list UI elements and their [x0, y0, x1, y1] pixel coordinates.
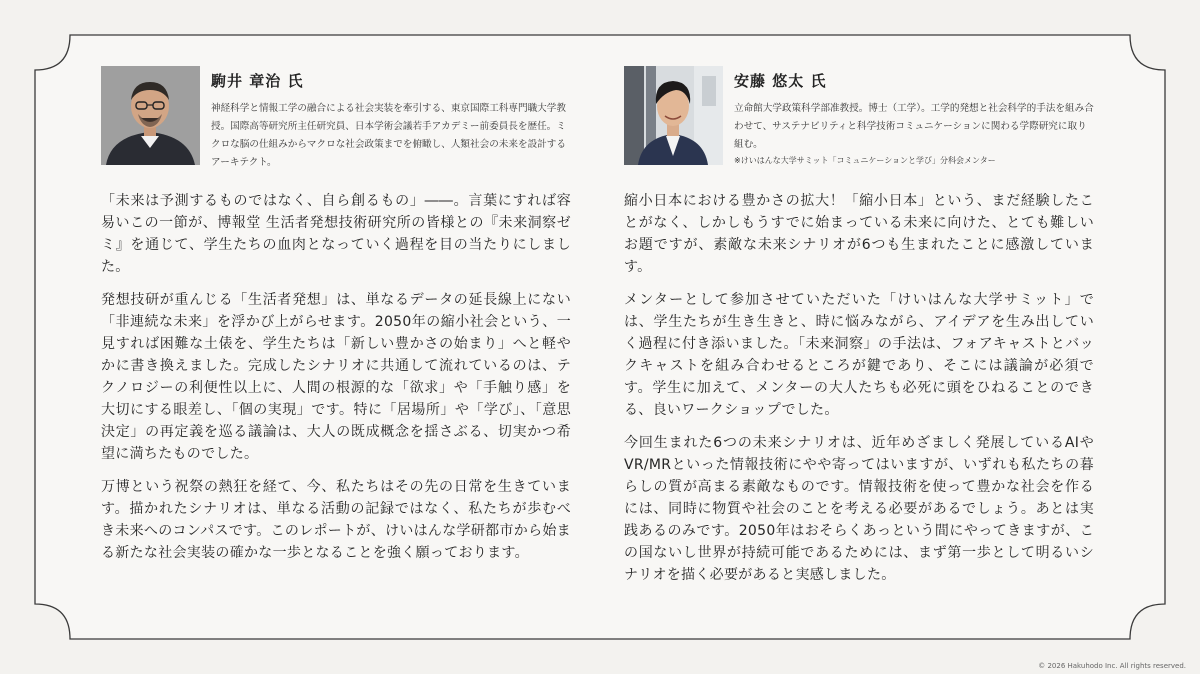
paragraph: 縮小日本における豊かさの拡大！「縮小日本」という、まだ経験したことがなく、しかしもうすでに始まっている未来に向けた、とても難しいお題ですが、素敵な未来シナリオが6つも生まれたことに感激しています。 — [624, 193, 1094, 275]
paragraph: メンターとして参加させていただいた「けいはんな大学サミット」では、学生たちが生き生きと、時に悩みながら、アイデアを生み出していく過程に付き添いました。「未来洞察」の手法は、フォアキャストとバックキャストを組み合わせるところが鍵であり、そこには議論が必須です。学生に加えて、メンターの大人たちも必死に頭をひねることのできる、良いワークショップでした。 — [624, 292, 1094, 418]
portrait-photo-ando — [624, 66, 723, 165]
profile-bio: 神経科学と情報工学の融合による社会実装を牽引する、東京国際工科専門職大学教授。国際高等研究所主任研究員、日本学術会議若手アカデミー前委員長を歴任。ミクロな脳の仕組みからマクロな社会政策までを俯瞰し、人類社会の未来を設計するアーキテクト。 — [211, 103, 566, 168]
profile-name: 安藤 悠太 氏 — [734, 72, 827, 90]
copyright-notice: © 2026 Hakuhodo Inc. All rights reserved. — [1038, 662, 1186, 670]
paragraph: 「未来は予測するものではなく、自ら創るもの」――。言葉にすれば容易いこの一節が、博報堂 生活者発想技術研究所の皆様との『未来洞察ゼミ』を通じて、学生たちの血肉となっていく過程を目の当たりにしました。 — [101, 193, 571, 275]
profile-ando — [624, 66, 1094, 166]
message-body-komai — [101, 190, 571, 564]
portrait-photo-komai — [101, 66, 200, 165]
right-column — [624, 66, 1094, 597]
profile-name: 駒井 章治 氏 — [211, 72, 304, 90]
profile-bio: 立命館大学政策科学部准教授。博士（工学）。工学的発想と社会科学的手法を組み合わせて、サステナビリティと科学技術コミュニケーションに関わる学際研究に取り組む。 — [734, 103, 1094, 150]
paragraph: 今回生まれた6つの未来シナリオは、近年めざましく発展しているAIやVR/MRといった情報技術にやや寄ってはいますが、いずれも私たちの暮らしの質が高まる素敵なものです。情報技術を使って豊かな社会を作るには、同時に物質や社会のことを考える必要があるでしょう。あとは実践あるのみです。2050年はおそらくあっという間にやってきますが、この国ないし世界が持続可能であるためには、まず第一歩として明るいシナリオを描く必要があると実感しました。 — [624, 435, 1094, 583]
left-column — [101, 66, 571, 575]
profile-komai — [101, 66, 571, 166]
profile-note: ※けいはんな大学サミット「コミュニケーションと学び」分科会メンター — [734, 156, 996, 165]
message-body-ando — [624, 190, 1094, 586]
paragraph: 発想技研が重んじる「生活者発想」は、単なるデータの延長線上にない「非連続な未来」を浮かび上がらせます。2050年の縮小社会という、一見すれば困難な土俵を、学生たちは「新しい豊かさの始まり」へと軽やかに書き換えました。完成したシナリオに共通して流れているのは、テクノロジーの利便性以上に、人間の根源的な「欲求」や「手触り感」を大切にする眼差し、「個の実現」です。特に「居場所」や「学び」、「意思決定」の再定義を巡る議論は、大人の既成概念を揺さぶる、切実かつ希望に満ちたものでした。 — [101, 292, 571, 462]
paragraph: 万博という祝祭の熱狂を経て、今、私たちはその先の日常を生きています。描かれたシナリオは、単なる活動の記録ではなく、私たちが歩むべき未来へのコンパスです。このレポートが、けいはんな学研都市から始まる新たな社会実装の確かな一歩となることを強く願っております。 — [101, 479, 571, 561]
